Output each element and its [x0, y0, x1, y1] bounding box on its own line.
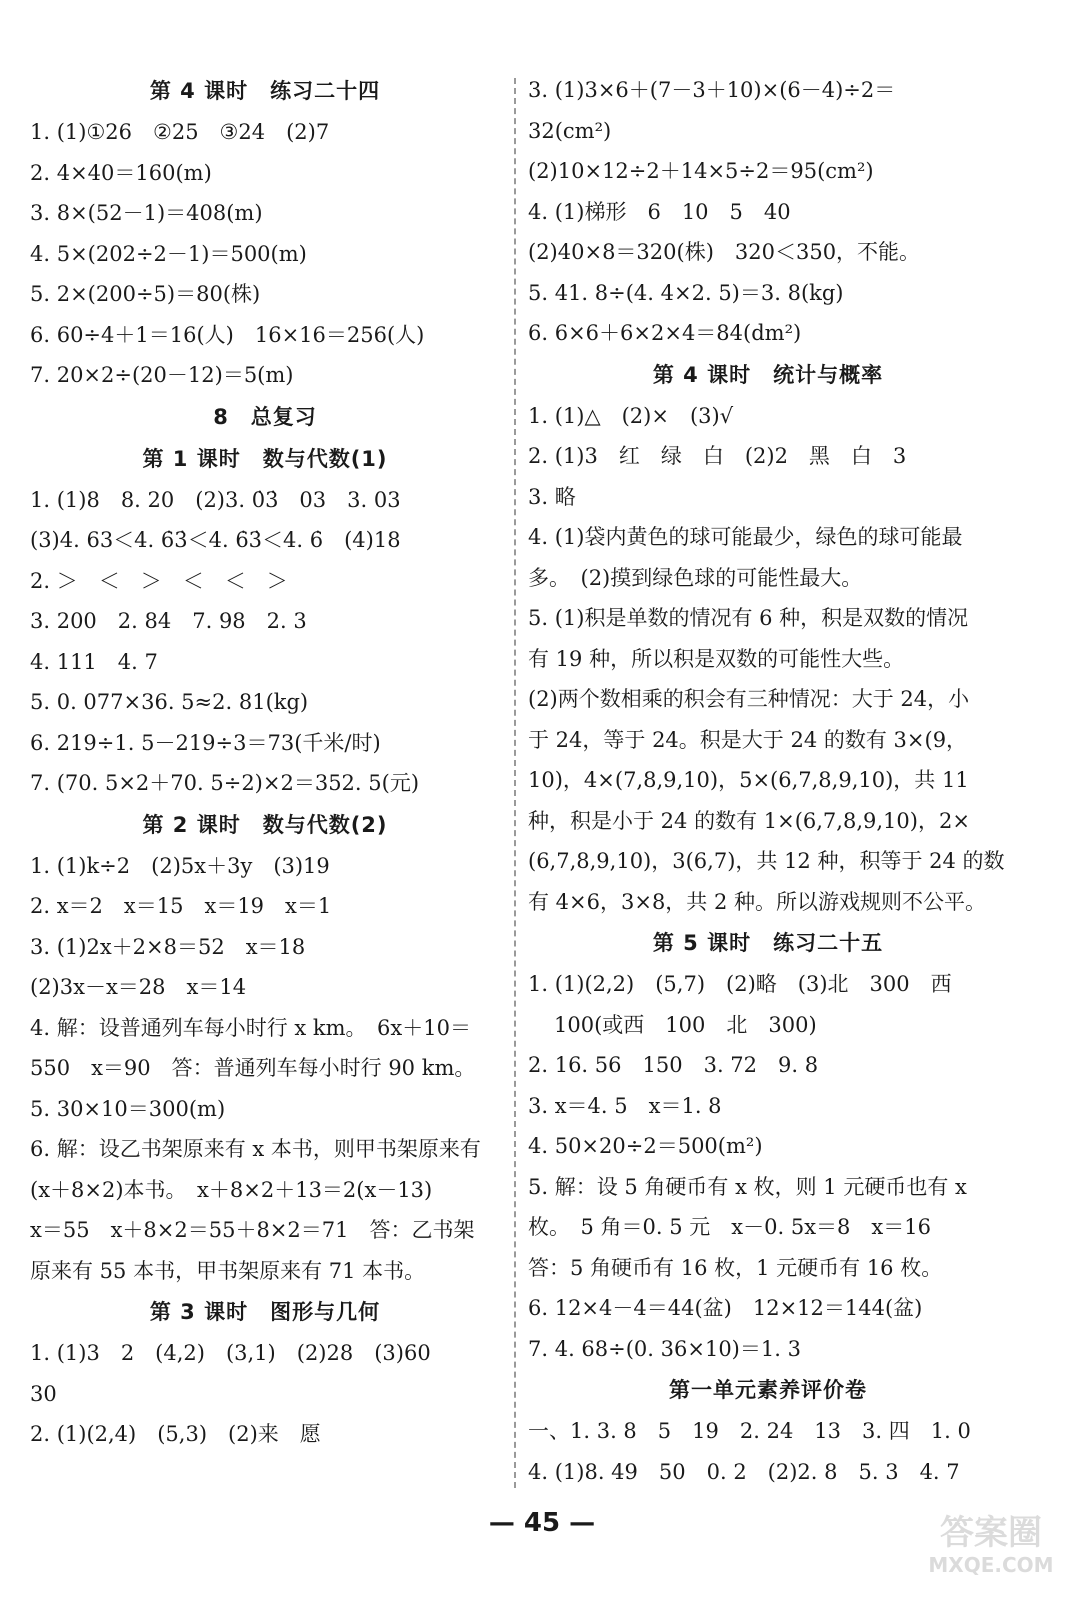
answer-line: 多。 (2)摸到绿色球的可能性最大。 — [528, 565, 863, 590]
answer-line: 一、1. 3. 8 5 19 2. 24 13 3. 四 1. 0 — [528, 1419, 971, 1443]
left-column — [30, 70, 500, 1455]
answer-line: 2. (1)3 红 绿 白 (2)2 黑 白 3 — [528, 444, 907, 468]
answer-line: 5. 解：设 5 角硬币有 x 枚，则 1 元硬币也有 x — [528, 1174, 967, 1199]
answer-line: 1. (1)3 2 (4,2) (3,1) (2)28 (3)60 — [30, 1341, 431, 1365]
answer-line: 2. 16. 56 150 3. 72 9. 8 — [528, 1053, 819, 1077]
answer-line: 5. (1)积是单数的情况有 6 种，积是双数的情况 — [528, 606, 969, 630]
right-column — [528, 70, 1008, 1492]
answer-line: 3. 略 — [528, 484, 576, 509]
answer-line: 4. 50×20÷2＝500(m²) — [528, 1134, 763, 1158]
svg-text:MXQE.COM: MXQE.COM — [928, 1553, 1054, 1577]
answer-line: 7. 20×2÷(20－12)＝5(m) — [30, 363, 294, 387]
answer-line: 1. (1)8 8. 20 (2)3. 0̇3̇ 03 3. 03 — [30, 487, 401, 512]
answer-line: 550 x＝90 答：普通列车每小时行 90 km。 — [30, 1056, 476, 1080]
section-heading: 第 4 课时 练习二十四 — [149, 79, 381, 103]
answer-line: 1. (1)①26 ②25 ③24 (2)7 — [30, 120, 330, 144]
answer-line: 6. 解：设乙书架原来有 x 本书，则甲书架原来有 — [30, 1137, 481, 1161]
answer-line: 10)，4×(7,8,9,10)，5×(6,7,8,9,10)，共 11 — [528, 768, 969, 792]
answer-line: x＝55 x＋8×2＝55＋8×2＝71 答：乙书架 — [30, 1218, 475, 1242]
answer-line: 种，积是小于 24 的数有 1×(6,7,8,9,10)，2× — [528, 808, 970, 833]
section-heading: 8 总复习 — [213, 404, 317, 429]
answer-line: 4. (1)梯形 6 10 5 40 — [528, 199, 791, 224]
answer-line: 有 4×6，3×8，共 2 种。所以游戏规则不公平。 — [528, 889, 987, 914]
svg-text:答案圈: 答案圈 — [940, 1513, 1042, 1553]
answer-line: 4. (1)8. 49 50 0. 2 (2)2. 8 5. 3 4. 7 — [528, 1459, 960, 1484]
answer-line: 有 19 种，所以积是双数的可能性大些。 — [528, 646, 905, 671]
answer-line: 4. 111 4. 7 — [30, 649, 158, 674]
answer-line: 7. (70. 5×2＋70. 5÷2)×2＝352. 5(元) — [30, 771, 420, 795]
answer-line: 2. (1)(2,4) (5,3) (2)来 愿 — [30, 1422, 321, 1446]
answer-line: 6. 6×6＋6×2×4＝84(dm²) — [528, 321, 802, 345]
answer-line: (x＋8×2)本书。 x＋8×2＋13＝2(x－13) — [30, 1177, 433, 1202]
section-heading: 第 3 课时 图形与几何 — [149, 1300, 381, 1324]
answer-line: 2. x＝2 x＝15 x＝19 x＝1 — [30, 894, 332, 918]
answer-line: 7. 4. 68÷(0. 36×10)＝1. 3 — [528, 1336, 801, 1361]
section-heading: 第 5 课时 练习二十五 — [652, 931, 884, 955]
answer-line: (3)4. 63＜4. 6̇3̇＜4. 6̇3̇＜4. 6̇ (4)18 — [30, 528, 401, 552]
page-number: — 45 — — [488, 1508, 596, 1538]
section-heading: 第 1 课时 数与代数(1) — [142, 446, 388, 471]
answer-line: 答：5 角硬币有 16 枚，1 元硬币有 16 枚。 — [528, 1255, 943, 1280]
answer-line: 3. (1)2x＋2×8＝52 x＝18 — [30, 934, 306, 959]
answer-line: 3. (1)3×6＋(7－3＋10)×(6－4)÷2＝ — [528, 78, 896, 102]
answer-line: 3. 200 2. 84 7. 98 2. 3 — [30, 609, 307, 633]
answer-line: 6. 219÷1. 5－219÷3＝73(千米/时) — [30, 730, 381, 755]
answer-line: 4. (1)袋内黄色的球可能最少，绿色的球可能最 — [528, 525, 963, 549]
column-divider — [514, 78, 516, 1488]
answer-line: 4. 5×(202÷2－1)＝500(m) — [30, 241, 307, 266]
answer-line: 5. 0. 077×36. 5≈2. 81(kg) — [30, 690, 309, 714]
answer-line: 枚。 5 角＝0. 5 元 x－0. 5x＝8 x＝16 — [528, 1215, 931, 1239]
answer-line: 6. 60÷4＋1＝16(人) 16×16＝256(人) — [30, 322, 425, 347]
answer-line: 原来有 55 本书，甲书架原来有 71 本书。 — [30, 1258, 426, 1283]
answer-line: 3. x＝4. 5 x＝1. 8 — [528, 1093, 722, 1118]
section-heading: 第一单元素养评价卷 — [669, 1378, 867, 1402]
answer-line: 5. 30×10＝300(m) — [30, 1096, 226, 1121]
answer-line: 30 — [30, 1381, 57, 1406]
answer-line: 5. 41. 8÷(4. 4×2. 5)＝3. 8(kg) — [528, 280, 844, 305]
answer-line: (2)3x－x＝28 x＝14 — [30, 975, 247, 999]
watermark-logo — [916, 1504, 1066, 1580]
answer-line: (2)10×12÷2＋14×5÷2＝95(cm²) — [528, 159, 874, 183]
answer-line: 1. (1)(2,2) (5,7) (2)略 (3)北 300 西 — [528, 972, 952, 996]
answer-line: 2. 4×40＝160(m) — [30, 160, 212, 185]
answer-line: 32(cm²) — [528, 118, 612, 143]
answer-line: 2. ＞ ＜ ＞ ＜ ＜ ＞ — [30, 568, 288, 593]
answer-line: 100(或西 100 北 300) — [554, 1012, 817, 1037]
answer-line: 4. 解：设普通列车每小时行 x km。 6x＋10＝ — [30, 1015, 471, 1040]
answer-line: 6. 12×4－4＝44(盆) 12×12＝144(盆) — [528, 1296, 923, 1320]
answer-line: 于 24，等于 24。积是大于 24 的数有 3×(9， — [528, 727, 968, 752]
answer-line: (2)40×8＝320(株) 320＜350，不能。 — [528, 240, 921, 264]
section-heading: 第 2 课时 数与代数(2) — [142, 812, 388, 837]
answer-line: 3. 8×(52－1)＝408(m) — [30, 201, 263, 225]
answer-line: 1. (1)△ (2)× (3)√ — [528, 403, 734, 428]
answer-line: 1. (1)k÷2 (2)5x＋3y (3)19 — [30, 853, 330, 878]
answer-line: (2)两个数相乘的积会有三种情况：大于 24，小 — [528, 687, 970, 711]
answer-line: (6,7,8,9,10)，3(6,7)，共 12 种，积等于 24 的数 — [528, 849, 1005, 873]
section-heading: 第 4 课时 统计与概率 — [652, 362, 884, 387]
answer-line: 5. 2×(200÷5)＝80(株) — [30, 282, 261, 306]
